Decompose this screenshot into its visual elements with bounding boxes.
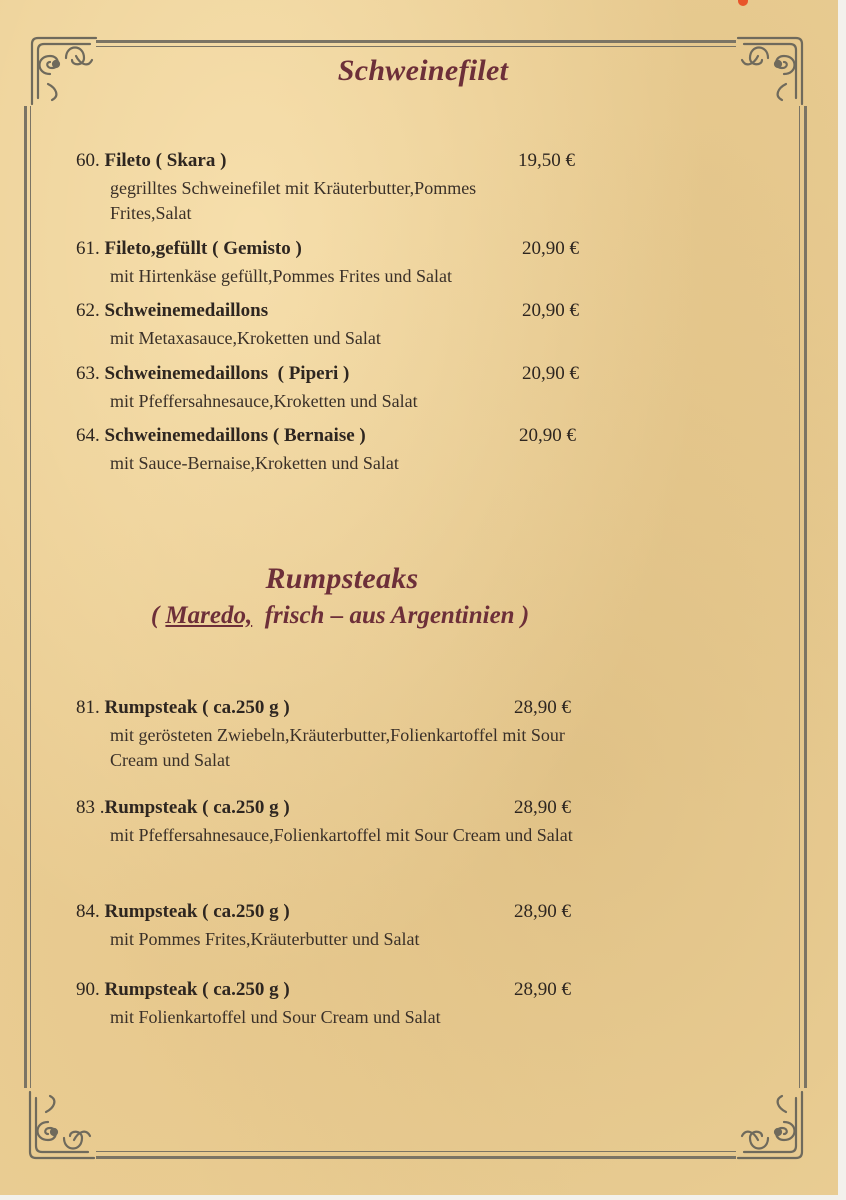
item-description: mit Sauce-Bernaise,Kroketten und Salat <box>110 453 399 473</box>
frame-bottom-inner <box>96 1151 736 1152</box>
menu-item <box>76 363 606 414</box>
item-number: 81. <box>76 697 100 718</box>
corner-ornament-icon <box>24 1088 98 1162</box>
item-name: Rumpsteak ( ca.250 g ) <box>104 697 290 718</box>
item-number: 84. <box>76 901 100 922</box>
menu-item <box>76 425 606 476</box>
item-description: mit Pfeffersahnesauce,Folienkartoffel mit Sour Cream und Salat <box>110 825 573 845</box>
item-name: Schweinemedaillons <box>104 300 269 321</box>
section-subtitle <box>0 602 763 630</box>
subtitle-rest: frisch – aus Argentinien ) <box>252 602 530 629</box>
menu-item <box>76 238 606 289</box>
menu-item <box>76 797 606 848</box>
item-price: 28,90 € <box>514 901 571 922</box>
item-name: Rumpsteak ( ca.250 g ) <box>104 979 290 1000</box>
item-number: 61. <box>76 238 100 259</box>
item-description: mit gerösteten Zwiebeln,Kräuterbutter,Folienkartoffel mit Sour Cream und Salat <box>110 725 565 770</box>
item-price: 20,90 € <box>522 300 579 321</box>
item-description: mit Metaxasauce,Kroketten und Salat <box>110 328 381 348</box>
frame-top-outer <box>96 40 736 43</box>
item-description: mit Folienkartoffel und Sour Cream und Salat <box>110 1007 441 1027</box>
frame-right-inner <box>799 106 800 1088</box>
item-description: mit Pommes Frites,Kräuterbutter und Salat <box>110 929 420 949</box>
frame-top-inner <box>96 46 736 47</box>
item-number: 64. <box>76 425 100 446</box>
section-title-rumpsteaks: Rumpsteaks <box>265 562 419 595</box>
item-price: 20,90 € <box>522 363 579 384</box>
item-number: 60. <box>76 150 100 171</box>
item-name: Schweinemedaillons ( Bernaise ) <box>104 425 366 446</box>
section-title-schweinefilet: Schweinefilet <box>337 54 509 87</box>
item-number: 62. <box>76 300 100 321</box>
menu-item <box>76 300 606 351</box>
menu-item <box>76 697 606 773</box>
item-price: 28,90 € <box>514 797 571 818</box>
frame-right-outer <box>804 106 807 1088</box>
item-description: mit Pfeffersahnesauce,Kroketten und Salat <box>110 391 418 411</box>
item-number: 90. <box>76 979 100 1000</box>
item-description: gegrilltes Schweinefilet mit Kräuterbutter,Pommes Frites,Salat <box>110 178 477 223</box>
subtitle-open: ( <box>150 602 166 629</box>
item-description: mit Hirtenkäse gefüllt,Pommes Frites und Salat <box>110 266 452 286</box>
item-price: 19,50 € <box>518 150 575 171</box>
subtitle-brand: Maredo, <box>165 602 253 629</box>
item-price: 28,90 € <box>514 697 571 718</box>
item-number: 83 . <box>76 797 105 818</box>
menu-item <box>76 979 606 1030</box>
menu-item <box>76 150 606 226</box>
item-name: Fileto ( Skara ) <box>104 150 227 171</box>
frame-left-inner <box>30 106 31 1088</box>
item-price: 20,90 € <box>519 425 576 446</box>
frame-left-outer <box>24 106 27 1088</box>
item-number: 63. <box>76 363 100 384</box>
item-price: 20,90 € <box>522 238 579 259</box>
item-name: Rumpsteak ( ca.250 g ) <box>104 797 290 818</box>
menu-item <box>76 901 606 952</box>
item-name: Schweinemedaillons ( Piperi ) <box>104 363 350 384</box>
item-name: Fileto,gefüllt ( Gemisto ) <box>104 238 302 259</box>
item-name: Rumpsteak ( ca.250 g ) <box>104 901 290 922</box>
frame-bottom-outer <box>96 1156 736 1159</box>
corner-ornament-icon <box>734 1088 808 1162</box>
item-price: 28,90 € <box>514 979 571 1000</box>
